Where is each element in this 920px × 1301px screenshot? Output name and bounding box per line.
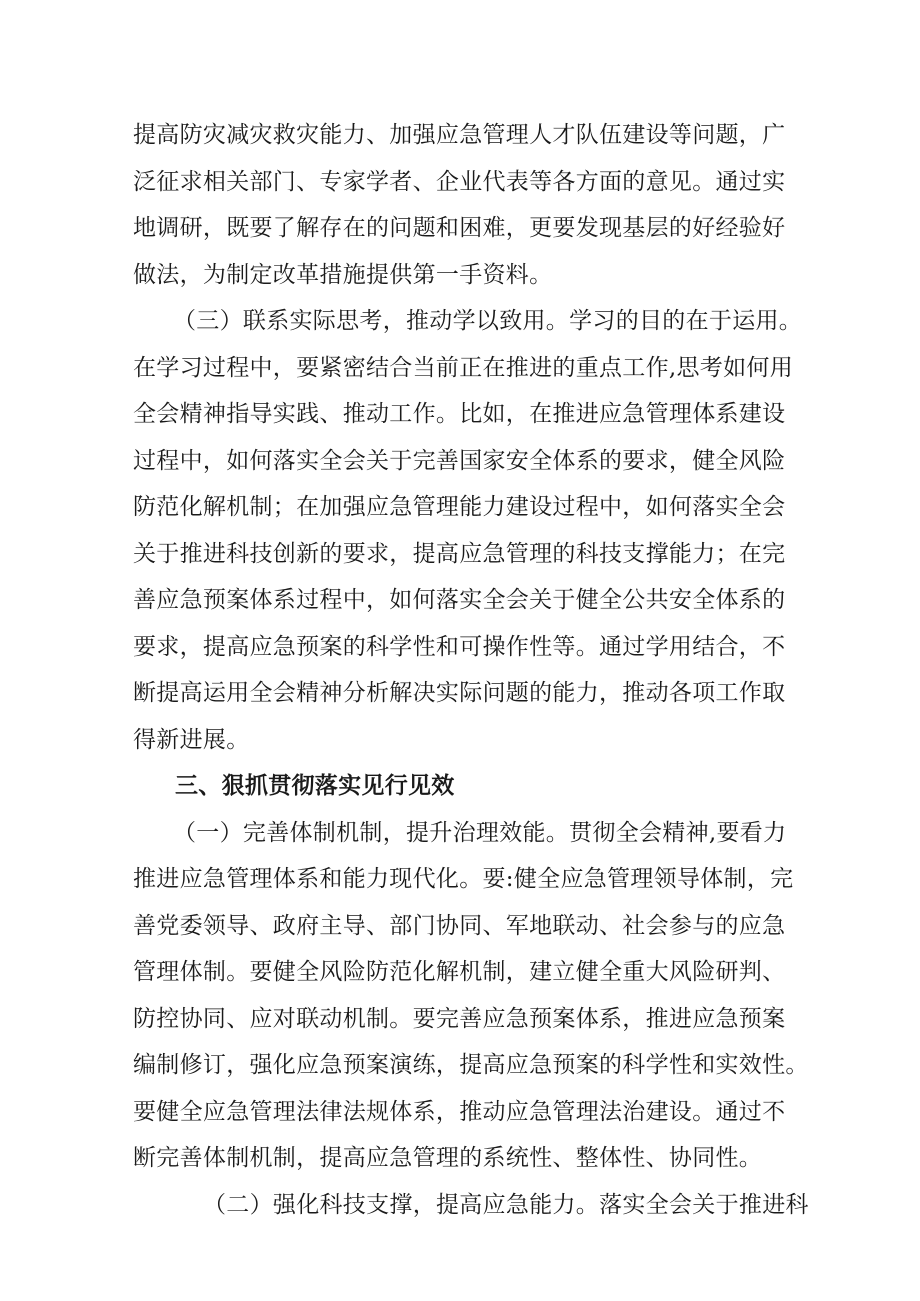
text-line: （二）强化科技支撑，提高应急能力。落实全会关于推进科	[203, 1191, 809, 1218]
section-heading: 三、狠抓贯彻落实见行见效	[175, 772, 455, 799]
text-line: 全会精神指导实践、推动工作。比如，在推进应急管理体系建设	[133, 401, 786, 427]
text-line: 善党委领导、政府主导、部门协同、军地联动、社会参与的应急	[133, 912, 786, 939]
text-line: 地调研，既要了解存在的问题和困难，更要发现基层的好经验好	[133, 215, 786, 241]
text-line: 提高防灾减灾救灾能力、加强应急管理人才队伍建设等问题，广	[133, 122, 786, 148]
text-line: 关于推进科技创新的要求，提高应急管理的科技支撑能力；在完	[133, 540, 786, 567]
text-line: （三）联系实际思考，推动学以致用。学习的目的在于运用。	[173, 308, 803, 334]
text-line: 推进应急管理体系和能力现代化。要:健全应急管理领导体制，完	[133, 866, 794, 892]
text-line: 过程中，如何落实全会关于完善国家安全体系的要求，健全风险	[133, 447, 786, 474]
text-line: 断提高运用全会精神分析解决实际问题的能力，推动各项工作取	[133, 680, 786, 706]
text-line: 做法，为制定改革措施提供第一手资料。	[133, 261, 553, 288]
text-line: 得新进展。	[133, 726, 250, 753]
text-line: 断完善体制机制，提高应急管理的系统性、整体性、协同性。	[133, 1145, 763, 1171]
text-line: 管理体制。要健全风险防范化解机制，建立健全重大风险研判、	[133, 959, 786, 985]
text-line: 要健全应急管理法律法规体系，推动应急管理法治建设。通过不	[133, 1098, 786, 1125]
text-line: 防控协同、应对联动机制。要完善应急预案体系，推进应急预案	[133, 1005, 786, 1032]
text-line: 编制修订，强化应急预案演练，提高应急预案的科学性和实效性。	[133, 1052, 809, 1078]
text-line: 泛征求相关部门、专家学者、企业代表等各方面的意见。通过实	[133, 168, 786, 195]
text-line: （一）完善体制机制，提升治理效能。贯彻全会精神,要看力	[173, 819, 787, 846]
document-page	[133, 112, 809, 1228]
text-line: 要求，提高应急预案的科学性和可操作性等。通过学用结合，不	[133, 633, 786, 660]
text-line: 在学习过程中，要紧密结合当前正在推进的重点工作,思考如何用	[133, 354, 794, 381]
text-line: 防范化解机制；在加强应急管理能力建设过程中，如何落实全会	[133, 494, 786, 520]
text-line: 善应急预案体系过程中，如何落实全会关于健全公共安全体系的	[133, 587, 786, 613]
